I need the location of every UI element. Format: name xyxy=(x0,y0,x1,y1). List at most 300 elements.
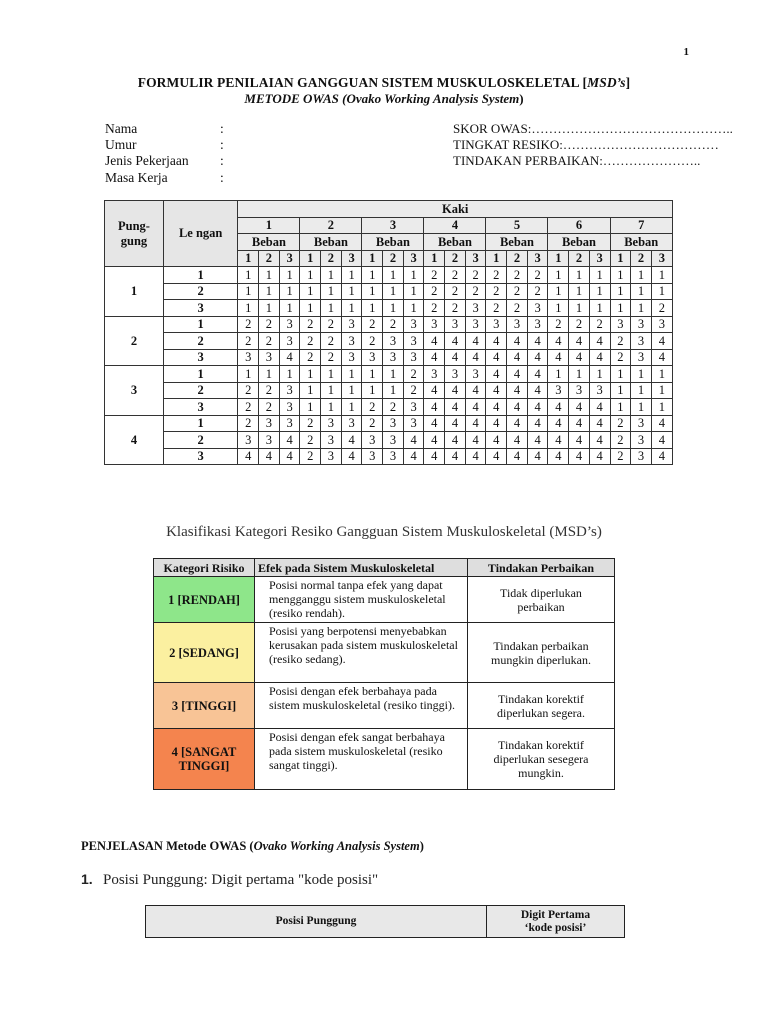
risk-action-cell: Tidak diperlukan perbaikan xyxy=(468,577,615,623)
owas-score-cell: 3 xyxy=(238,349,259,366)
owas-score-cell: 4 xyxy=(651,415,672,432)
owas-score-cell: 1 xyxy=(548,267,569,284)
owas-table-row xyxy=(105,415,673,432)
owas-table-row xyxy=(105,316,673,333)
owas-score-cell: 2 xyxy=(445,267,466,284)
owas-score-cell: 4 xyxy=(259,448,280,465)
owas-score-cell: 2 xyxy=(569,316,590,333)
owas-score-cell: 4 xyxy=(651,448,672,465)
owas-score-cell: 3 xyxy=(279,316,300,333)
risk-header-row xyxy=(154,559,615,577)
owas-beban-label: Beban xyxy=(610,234,673,251)
owas-lengan-cell: 3 xyxy=(163,300,237,317)
owas-score-cell: 4 xyxy=(445,399,466,416)
field-label: Masa Kerja xyxy=(105,170,168,185)
owas-score-cell: 4 xyxy=(465,432,486,449)
owas-score-cell: 1 xyxy=(631,399,652,416)
owas-score-cell: 4 xyxy=(589,333,610,350)
owas-score-cell: 1 xyxy=(341,382,362,399)
owas-beban-label: Beban xyxy=(548,234,610,251)
field-label: Nama xyxy=(105,121,138,136)
owas-score-cell: 1 xyxy=(589,267,610,284)
owas-beban-number: 2 xyxy=(383,250,404,267)
owas-beban-number: 1 xyxy=(238,250,259,267)
owas-score-cell: 3 xyxy=(341,333,362,350)
owas-score-cell: 3 xyxy=(465,366,486,383)
owas-score-cell: 3 xyxy=(403,415,424,432)
owas-table-row xyxy=(105,366,673,383)
owas-score-cell: 1 xyxy=(300,399,321,416)
owas-lengan-cell: 1 xyxy=(163,366,237,383)
owas-kaki-number: 7 xyxy=(610,217,673,234)
owas-score-cell: 1 xyxy=(383,283,404,300)
owas-beban-number: 3 xyxy=(589,250,610,267)
owas-score-cell: 1 xyxy=(651,366,672,383)
owas-score-cell: 4 xyxy=(486,349,507,366)
owas-score-cell: 4 xyxy=(569,432,590,449)
owas-score-cell: 2 xyxy=(651,300,672,317)
owas-score-cell: 2 xyxy=(610,333,631,350)
owas-score-cell: 1 xyxy=(610,399,631,416)
owas-score-cell: 2 xyxy=(238,415,259,432)
owas-beban-number: 1 xyxy=(548,250,569,267)
owas-score-cell: 2 xyxy=(610,349,631,366)
owas-score-cell: 1 xyxy=(589,366,610,383)
owas-score-cell: 3 xyxy=(259,415,280,432)
owas-score-cell: 2 xyxy=(300,333,321,350)
owas-score-cell: 4 xyxy=(527,349,548,366)
owas-score-cell: 4 xyxy=(527,415,548,432)
owas-score-cell: 1 xyxy=(383,366,404,383)
owas-beban-number: 3 xyxy=(279,250,300,267)
owas-score-cell: 1 xyxy=(362,283,383,300)
owas-score-cell: 1 xyxy=(403,300,424,317)
owas-lengan-cell: 2 xyxy=(163,432,237,449)
owas-score-cell: 4 xyxy=(424,432,445,449)
owas-score-cell: 1 xyxy=(631,283,652,300)
owas-score-cell: 1 xyxy=(610,382,631,399)
owas-table-row xyxy=(105,399,673,416)
owas-score-cell: 4 xyxy=(279,432,300,449)
owas-lengan-cell: 2 xyxy=(163,382,237,399)
field-skor-owas: SKOR OWAS:……………………………………….. xyxy=(453,121,733,136)
owas-header-kaki: Kaki xyxy=(238,201,673,218)
posisi-col2-line2: ‘kode posisi’ xyxy=(524,921,587,934)
risk-category-cell: 1 [RENDAH] xyxy=(154,577,255,623)
owas-score-cell: 3 xyxy=(610,316,631,333)
owas-score-cell: 1 xyxy=(341,399,362,416)
owas-beban-label: Beban xyxy=(362,234,424,251)
posisi-header-col1: Posisi Punggung xyxy=(146,906,487,938)
owas-lengan-cell: 2 xyxy=(163,283,237,300)
owas-score-cell: 1 xyxy=(651,267,672,284)
owas-score-cell: 4 xyxy=(651,333,672,350)
posisi-header-col2 xyxy=(487,906,625,938)
owas-score-cell: 4 xyxy=(548,415,569,432)
owas-score-cell: 4 xyxy=(651,432,672,449)
owas-score-cell: 4 xyxy=(507,432,528,449)
owas-kaki-number: 5 xyxy=(486,217,548,234)
owas-score-cell: 4 xyxy=(465,333,486,350)
owas-score-cell: 1 xyxy=(569,366,590,383)
owas-score-cell: 1 xyxy=(362,267,383,284)
owas-score-cell: 2 xyxy=(486,300,507,317)
owas-score-cell: 1 xyxy=(259,267,280,284)
owas-score-cell: 4 xyxy=(403,432,424,449)
owas-kaki-number: 2 xyxy=(300,217,362,234)
form-title-bracket: ] xyxy=(625,75,631,90)
owas-score-cell: 4 xyxy=(527,432,548,449)
owas-score-cell: 1 xyxy=(321,300,342,317)
owas-score-cell: 1 xyxy=(238,267,259,284)
owas-score-cell: 1 xyxy=(610,300,631,317)
owas-beban-label: Beban xyxy=(300,234,362,251)
owas-score-cell: 1 xyxy=(631,366,652,383)
owas-score-cell: 1 xyxy=(238,366,259,383)
owas-score-cell: 4 xyxy=(507,415,528,432)
owas-score-cell: 1 xyxy=(321,366,342,383)
owas-score-cell: 3 xyxy=(651,316,672,333)
owas-score-cell: 4 xyxy=(486,399,507,416)
owas-score-cell: 4 xyxy=(548,333,569,350)
owas-lengan-cell: 3 xyxy=(163,349,237,366)
owas-score-cell: 1 xyxy=(383,300,404,317)
owas-score-cell: 1 xyxy=(279,267,300,284)
penjelasan-system: Ovako Working Analysis System xyxy=(253,839,420,853)
owas-score-cell: 3 xyxy=(445,316,466,333)
owas-score-cell: 3 xyxy=(341,349,362,366)
owas-score-cell: 2 xyxy=(259,316,280,333)
owas-score-cell: 3 xyxy=(362,349,383,366)
owas-score-cell: 3 xyxy=(424,316,445,333)
owas-beban-number: 2 xyxy=(445,250,466,267)
owas-score-cell: 3 xyxy=(527,316,548,333)
owas-score-cell: 1 xyxy=(610,366,631,383)
owas-score-cell: 4 xyxy=(569,415,590,432)
owas-header-lengan: Le ngan xyxy=(163,201,237,267)
owas-score-cell: 1 xyxy=(341,366,362,383)
owas-score-cell: 1 xyxy=(651,399,672,416)
owas-score-cell: 1 xyxy=(589,283,610,300)
owas-beban-number: 1 xyxy=(300,250,321,267)
owas-score-cell: 4 xyxy=(424,415,445,432)
owas-lengan-cell: 3 xyxy=(163,448,237,465)
owas-score-cell: 3 xyxy=(527,300,548,317)
owas-score-cell: 2 xyxy=(507,300,528,317)
owas-score-cell: 3 xyxy=(383,415,404,432)
owas-punggung-cell: 4 xyxy=(105,415,164,465)
owas-score-cell: 1 xyxy=(362,300,383,317)
owas-header-punggung: Pung-gung xyxy=(105,201,164,267)
risk-category-table xyxy=(153,558,615,790)
owas-score-cell: 2 xyxy=(403,382,424,399)
owas-score-cell: 2 xyxy=(486,283,507,300)
owas-score-cell: 2 xyxy=(548,316,569,333)
owas-score-cell: 2 xyxy=(300,316,321,333)
owas-score-cell: 3 xyxy=(279,399,300,416)
owas-score-cell: 4 xyxy=(403,448,424,465)
owas-score-cell: 4 xyxy=(424,349,445,366)
owas-score-cell: 1 xyxy=(569,300,590,317)
owas-score-cell: 2 xyxy=(362,399,383,416)
owas-score-cell: 1 xyxy=(279,283,300,300)
owas-score-cell: 2 xyxy=(424,300,445,317)
form-subtitle-method: METODE OWAS ( xyxy=(244,91,347,106)
owas-score-cell: 3 xyxy=(341,415,362,432)
owas-score-cell: 1 xyxy=(321,283,342,300)
owas-score-cell: 3 xyxy=(383,432,404,449)
owas-beban-label: Beban xyxy=(486,234,548,251)
owas-score-cell: 4 xyxy=(465,415,486,432)
owas-score-cell: 4 xyxy=(548,432,569,449)
owas-score-cell: 3 xyxy=(631,316,652,333)
owas-score-cell: 2 xyxy=(238,382,259,399)
field-label: Umur xyxy=(105,137,137,152)
owas-score-cell: 1 xyxy=(300,283,321,300)
owas-kaki-number: 4 xyxy=(424,217,486,234)
owas-lengan-cell: 1 xyxy=(163,316,237,333)
owas-score-cell: 4 xyxy=(279,349,300,366)
owas-score-cell: 1 xyxy=(341,283,362,300)
owas-score-cell: 4 xyxy=(569,349,590,366)
owas-beban-number: 3 xyxy=(527,250,548,267)
owas-score-cell: 1 xyxy=(300,267,321,284)
owas-score-cell: 2 xyxy=(507,267,528,284)
owas-score-cell: 1 xyxy=(341,267,362,284)
owas-score-cell: 1 xyxy=(362,382,383,399)
owas-score-cell: 2 xyxy=(610,448,631,465)
list-item-number: 1. xyxy=(81,871,93,887)
owas-score-cell: 3 xyxy=(383,349,404,366)
owas-score-cell: 1 xyxy=(300,300,321,317)
owas-score-cell: 2 xyxy=(507,283,528,300)
owas-score-cell: 1 xyxy=(259,300,280,317)
owas-score-cell: 1 xyxy=(341,300,362,317)
owas-score-cell: 2 xyxy=(238,399,259,416)
owas-score-cell: 1 xyxy=(238,300,259,317)
owas-beban-number: 2 xyxy=(631,250,652,267)
owas-score-cell: 3 xyxy=(631,333,652,350)
owas-score-cell: 4 xyxy=(507,382,528,399)
posisi-punggung-table xyxy=(145,905,625,938)
owas-score-cell: 2 xyxy=(610,415,631,432)
owas-beban-number: 1 xyxy=(610,250,631,267)
field-colon: : xyxy=(220,137,224,152)
risk-category-cell: 3 [TINGGI] xyxy=(154,683,255,729)
owas-score-cell: 3 xyxy=(631,432,652,449)
owas-score-cell: 4 xyxy=(507,399,528,416)
form-title-main: FORMULIR PENILAIAN GANGGUAN SISTEM MUSKULOSKELETAL [ xyxy=(137,75,588,90)
risk-effect-cell: Posisi dengan efek sangat berbahaya pada sistem muskuloskeletal (resiko sangat tinggi). xyxy=(255,729,468,790)
owas-punggung-cell: 2 xyxy=(105,316,164,366)
owas-lengan-cell: 3 xyxy=(163,399,237,416)
owas-score-cell: 3 xyxy=(279,415,300,432)
posisi-header-row xyxy=(146,906,625,938)
owas-score-cell: 3 xyxy=(321,432,342,449)
field-masa-kerja xyxy=(105,170,230,186)
owas-score-cell: 3 xyxy=(403,333,424,350)
owas-score-cell: 4 xyxy=(486,333,507,350)
owas-score-cell: 2 xyxy=(424,267,445,284)
owas-score-cell: 3 xyxy=(465,316,486,333)
owas-score-cell: 4 xyxy=(424,333,445,350)
owas-score-cell: 1 xyxy=(279,300,300,317)
owas-score-cell: 3 xyxy=(279,333,300,350)
owas-score-cell: 4 xyxy=(486,415,507,432)
owas-score-cell: 3 xyxy=(238,432,259,449)
owas-beban-number: 1 xyxy=(424,250,445,267)
owas-score-cell: 4 xyxy=(238,448,259,465)
owas-score-cell: 4 xyxy=(445,448,466,465)
penjelasan-heading xyxy=(81,839,424,854)
risk-header-action: Tindakan Perbaikan xyxy=(468,559,615,577)
risk-effect-cell: Posisi normal tanpa efek yang dapat mengganggu sistem muskuloskeletal (resiko rendah). xyxy=(255,577,468,623)
owas-score-cell: 4 xyxy=(486,366,507,383)
owas-score-cell: 4 xyxy=(445,415,466,432)
owas-score-cell: 2 xyxy=(383,399,404,416)
field-colon: : xyxy=(220,121,224,136)
owas-beban-label: Beban xyxy=(424,234,486,251)
owas-score-cell: 3 xyxy=(631,349,652,366)
risk-row xyxy=(154,683,615,729)
owas-score-cell: 1 xyxy=(631,267,652,284)
owas-beban-number: 2 xyxy=(259,250,280,267)
owas-score-cell: 4 xyxy=(569,448,590,465)
owas-score-cell: 1 xyxy=(651,283,672,300)
owas-table-row xyxy=(105,349,673,366)
owas-score-cell: 2 xyxy=(259,382,280,399)
owas-beban-number: 2 xyxy=(321,250,342,267)
owas-score-cell: 1 xyxy=(362,366,383,383)
owas-score-cell: 3 xyxy=(362,432,383,449)
field-nama xyxy=(105,121,230,137)
penjelasan-paren: ) xyxy=(419,839,424,853)
owas-score-cell: 2 xyxy=(610,432,631,449)
owas-score-cell: 3 xyxy=(383,333,404,350)
owas-score-cell: 4 xyxy=(527,399,548,416)
owas-score-cell: 2 xyxy=(465,267,486,284)
risk-header-effect: Efek pada Sistem Muskuloskeletal xyxy=(255,559,468,577)
owas-table-row xyxy=(105,283,673,300)
owas-score-cell: 1 xyxy=(403,267,424,284)
owas-score-cell: 4 xyxy=(589,399,610,416)
risk-row xyxy=(154,623,615,683)
owas-score-cell: 4 xyxy=(465,399,486,416)
owas-score-cell: 2 xyxy=(445,300,466,317)
owas-score-cell: 3 xyxy=(259,432,280,449)
owas-score-cell: 4 xyxy=(486,432,507,449)
owas-score-cell: 1 xyxy=(610,283,631,300)
owas-score-cell: 2 xyxy=(321,349,342,366)
owas-score-cell: 2 xyxy=(527,267,548,284)
owas-score-cell: 3 xyxy=(279,382,300,399)
owas-score-cell: 4 xyxy=(424,448,445,465)
owas-score-cell: 3 xyxy=(383,448,404,465)
owas-score-cell: 2 xyxy=(238,316,259,333)
owas-kaki-number: 3 xyxy=(362,217,424,234)
owas-score-cell: 4 xyxy=(507,448,528,465)
owas-score-cell: 3 xyxy=(589,382,610,399)
risk-header-category: Kategori Risiko xyxy=(154,559,255,577)
owas-score-cell: 1 xyxy=(321,267,342,284)
owas-table-row xyxy=(105,448,673,465)
risk-category-cell: 4 [SANGAT TINGGI] xyxy=(154,729,255,790)
owas-score-cell: 1 xyxy=(548,300,569,317)
posisi-col2-line1: Digit Pertama xyxy=(520,908,591,921)
risk-effect-cell: Posisi yang berpotensi menyebabkan kerusakan pada sistem muskuloskeletal (resiko sedang). xyxy=(255,623,468,683)
owas-score-cell: 1 xyxy=(569,283,590,300)
penjelasan-text: PENJELASAN Metode OWAS ( xyxy=(81,839,254,853)
owas-score-cell: 3 xyxy=(631,415,652,432)
owas-score-cell: 4 xyxy=(341,448,362,465)
owas-score-cell: 2 xyxy=(362,415,383,432)
risk-action-cell: Tindakan korektif diperlukan sesegera mungkin. xyxy=(468,729,615,790)
owas-score-cell: 4 xyxy=(486,448,507,465)
owas-score-cell: 2 xyxy=(527,283,548,300)
owas-score-cell: 2 xyxy=(300,415,321,432)
owas-score-cell: 4 xyxy=(527,333,548,350)
owas-beban-number: 1 xyxy=(486,250,507,267)
owas-score-cell: 3 xyxy=(465,300,486,317)
owas-score-cell: 4 xyxy=(445,382,466,399)
owas-score-cell: 4 xyxy=(341,432,362,449)
owas-score-cell: 2 xyxy=(300,448,321,465)
owas-beban-number: 1 xyxy=(362,250,383,267)
owas-score-cell: 1 xyxy=(321,399,342,416)
owas-score-cell: 3 xyxy=(631,448,652,465)
owas-score-cell: 3 xyxy=(548,382,569,399)
form-subtitle-paren: ) xyxy=(519,91,524,106)
owas-score-cell: 3 xyxy=(507,316,528,333)
owas-score-cell: 4 xyxy=(486,382,507,399)
owas-score-cell: 4 xyxy=(569,399,590,416)
owas-score-cell: 1 xyxy=(548,283,569,300)
owas-score-cell: 1 xyxy=(589,300,610,317)
field-colon: : xyxy=(220,153,224,168)
risk-row xyxy=(154,729,615,790)
owas-score-cell: 1 xyxy=(610,267,631,284)
field-jenis-pekerjaan xyxy=(105,153,230,169)
owas-score-cell: 3 xyxy=(321,448,342,465)
risk-action-cell: Tindakan perbaikan mungkin diperlukan. xyxy=(468,623,615,683)
owas-score-cell: 4 xyxy=(569,333,590,350)
field-tindakan-perbaikan: TINDAKAN PERBAIKAN:………………….. xyxy=(453,153,701,168)
form-subtitle xyxy=(0,91,768,107)
owas-score-cell: 2 xyxy=(238,333,259,350)
owas-table-row xyxy=(105,267,673,284)
owas-table-row xyxy=(105,382,673,399)
owas-score-cell: 4 xyxy=(424,382,445,399)
risk-action-cell: Tindakan korektif diperlukan segera. xyxy=(468,683,615,729)
owas-score-cell: 4 xyxy=(279,448,300,465)
owas-score-cell: 4 xyxy=(548,399,569,416)
field-umur xyxy=(105,137,230,153)
owas-score-cell: 4 xyxy=(589,432,610,449)
owas-score-cell: 1 xyxy=(651,382,672,399)
owas-score-cell: 4 xyxy=(589,448,610,465)
owas-score-cell: 3 xyxy=(321,415,342,432)
owas-score-cell: 4 xyxy=(527,382,548,399)
owas-score-cell: 4 xyxy=(589,415,610,432)
owas-header-row-kaki xyxy=(105,201,673,218)
owas-score-cell: 2 xyxy=(300,432,321,449)
owas-score-cell: 3 xyxy=(445,366,466,383)
form-subtitle-system: Ovako Working Analysis System xyxy=(346,91,520,106)
owas-score-cell: 1 xyxy=(300,366,321,383)
owas-score-cell: 1 xyxy=(279,366,300,383)
owas-beban-number: 3 xyxy=(403,250,424,267)
owas-score-cell: 2 xyxy=(362,316,383,333)
